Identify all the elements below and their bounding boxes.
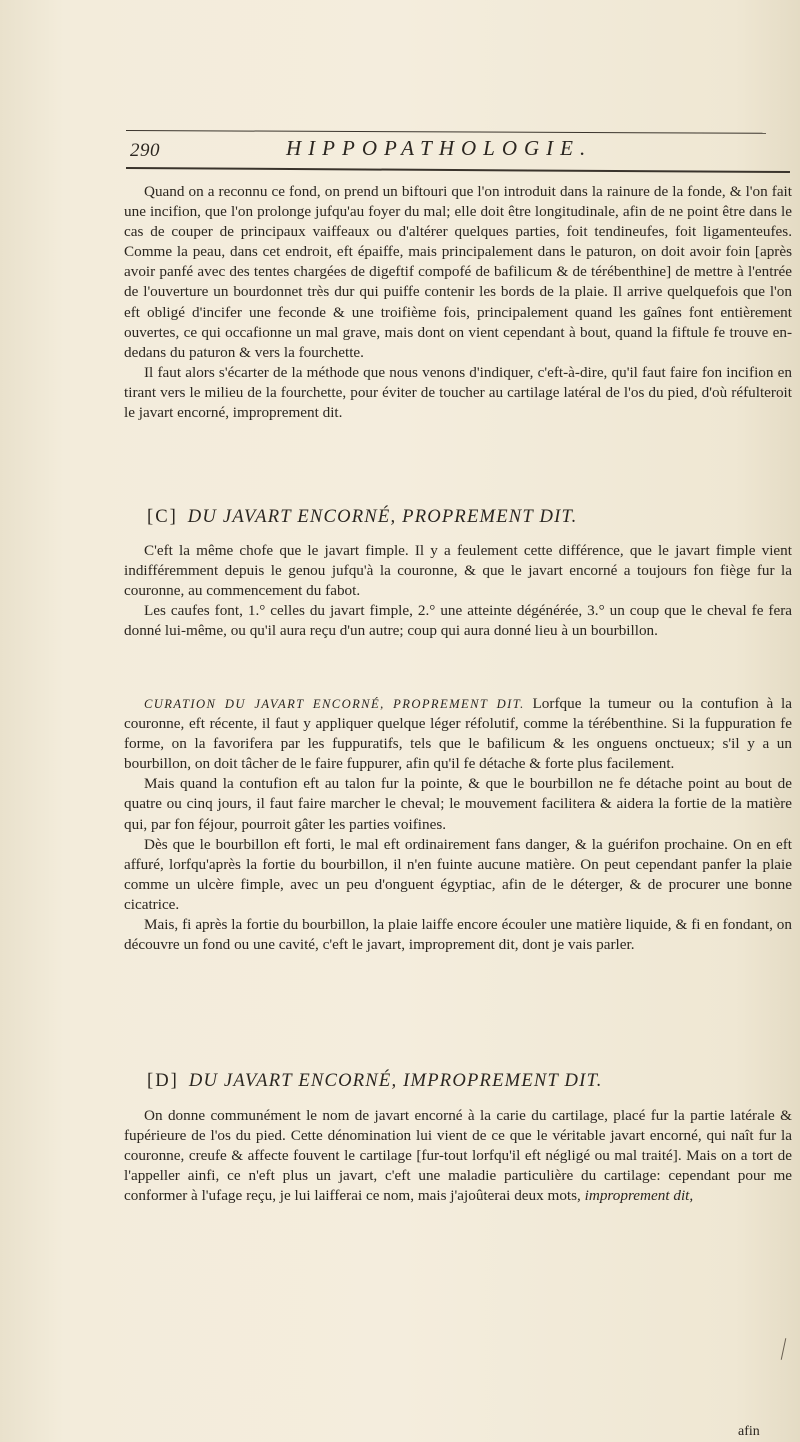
section-label: [D]: [147, 1070, 179, 1091]
paragraph: Les caufes font, 1.° celles du javart fimple, 2.° une atteinte dégénérée, 3.° un coup que le cheval fe fera donné lui-même, ou qu'il aura reçu d'un autre; coup qui aura donné lieu à un bourbillon.: [124, 602, 792, 640]
curation-heading: CURATION DU JAVART ENCORNÉ, PROPREMENT DIT.: [144, 697, 525, 711]
paragraph: [124, 1106, 792, 1206]
paragraph: C'eft la même chofe que le javart fimple. Il y a feulement cette différence, que le javart fimple vient indifféremment depuis le genou jufqu'à la couronne, & que le javart encorné a toujours fon fiège fur la couronne, au commencement du fabot.: [124, 542, 792, 600]
paragraph: Dès que le bourbillon eft forti, le mal eft ordinairement fans danger, & la guérifon prochaine. On en eft affuré, lorfqu'après la fortie du bourbillon, il n'en fuinte aucune matière. On peut cependant panfer la plaie comme un ulcère fimple, avec un peu d'onguent égyptiac, afin de le déterger, & de procurer une bonne cicatrice.: [124, 835, 792, 913]
section-fistula-text: [124, 182, 792, 423]
header-rule-top: [126, 130, 766, 134]
italic-phrase: improprement dit,: [584, 1187, 694, 1205]
section-javart-encorne-text: [124, 541, 792, 641]
section-title: DU JAVART ENCORNÉ, IMPROPREMENT DIT.: [188, 1070, 603, 1091]
paragraph: Mais, fi après la fortie du bourbillon, la plaie laiffe encore écouler une matière liquide, & fi en fondant, on découvre un fond ou une cavité, c'eft le javart, improprement dit, dont je vais parler.: [124, 916, 792, 954]
section-improprement-text: [124, 1106, 792, 1206]
header-rule-bottom: [126, 167, 790, 173]
section-label: [C]: [147, 506, 178, 527]
paragraph: Mais quand la contufion eft au talon fur la pointe, & que le bourbillon ne fe détache point au bout de quatre ou cinq jours, il faut faire marcher le cheval; le mouvement facilitera & aidera la fortie de la matière qui, par fon féjour, pourroit gâter les parties voifines.: [124, 775, 792, 833]
section-heading-c: [147, 506, 577, 528]
section-title: DU JAVART ENCORNÉ, PROPREMENT DIT.: [187, 506, 578, 527]
paragraph: Il faut alors s'écarter de la méthode que nous venons d'indiquer, c'eft-à-dire, qu'il faut faire fon incifion en tirant vers le milieu de la fourchette, pour éviter de toucher au cartilage latéral de l'os du pied, d'où réfulteroit le javart encorné, improprement dit.: [124, 363, 792, 422]
section-curation-text: [124, 694, 792, 955]
paragraph: [124, 694, 792, 774]
curation-body: Lorfque la tumeur ou la contufion à la couronne, eft récente, il faut y appliquer quelque léger réfolutif, comme la térébenthine. Si la fuppuration fe forme, on la favorifera par les fuppuratifs, tels que le bafilicum & les onguens onctueux; s'il y a un bourbillon, on doit tâcher de le faire fuppurer, afin qu'il fe détache & forte plus facilement.: [124, 695, 793, 773]
catchword: afin: [738, 1424, 760, 1439]
page-number: 290: [130, 140, 160, 161]
running-head: HIPPOPATHOLOGIE.: [286, 136, 593, 160]
margin-mark: [781, 1338, 787, 1360]
section-heading-d: [147, 1070, 603, 1092]
paragraph-body: On donne communément le nom de javart encorné à la carie du cartilage, placé fur la partie latérale & fupérieure de l'os du pied. Cette dénomination lui vient de ce que le véritable javart encorné, qui naît fur la couronne, creufe & affecte fouvent le cartilage [fur-tout lorfqu'il eft négligé ou mal traité]. Mais on a tort de l'appeller ainfi, ce n'eft plus un javart, c'eft une maladie particulière du cartilage: cependant pour me conformer à l'ufage reçu, je lui laifferai ce nom, mais j'ajoûterai deux mots,: [124, 1107, 792, 1205]
paragraph: Quand on a reconnu ce fond, on prend un biftouri que l'on introduit dans la rainure de la fonde, & l'on fait une incifion, que l'on prolonge jufqu'au foyer du mal; elle doit être longitudinale, afin de ne point être dans le cas de couper de principaux vaiffeaux ou d'altérer quelques parties, foit tendineufes, foit ligamenteufes. Comme la peau, dans cet endroit, eft épaiffe, mais principalement dans le paturon, on doit avoir foin [après avoir panfé avec des tentes chargées de digeftif compofé de bafilicum & de térébenthine] de mettre à l'entrée de l'ouverture un bourdonnet très dur qui puiffe contenir les bords de la plaie. Il arrive quelquefois que l'on eft obligé d'incifer une feconde & une troifième fois, principalement quand les gaînes font entièrement ouvertes, ce qui occafionne un mal grave, mais dont on vient cependant à bout, quand la fiftule fe trouve en-dedans du paturon & vers la fourchette.: [124, 183, 792, 361]
